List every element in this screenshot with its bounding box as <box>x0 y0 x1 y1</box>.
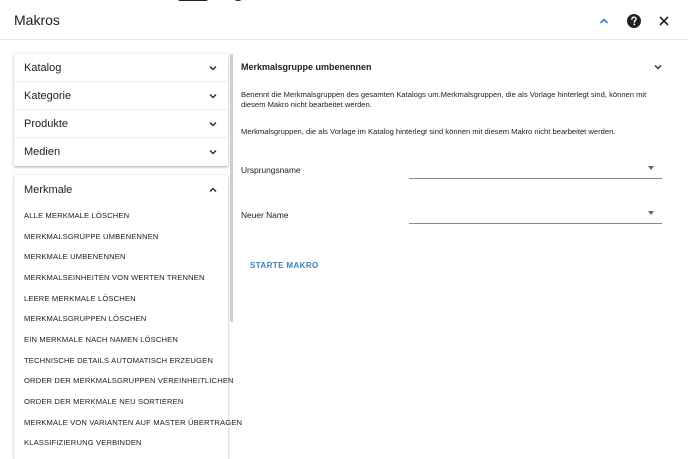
new-name-row <box>241 210 673 255</box>
macro-title: Merkmalsgruppe umbenennen <box>241 62 372 72</box>
accordion-label: Medien <box>24 146 61 158</box>
dialog-title: Makros <box>14 12 60 28</box>
help-icon <box>626 13 642 29</box>
origin-name-label: Ursprungsname <box>241 165 301 175</box>
macro-item[interactable]: TECHNISCHE DETAILS AUTOMATISCH ERZEUGEN <box>24 355 213 365</box>
chevron-up-icon <box>208 185 218 195</box>
chevron-up-icon <box>598 15 610 27</box>
macro-item[interactable]: ORDER DER MERKMALE NEU SORTIEREN <box>24 397 184 407</box>
macro-detail-header[interactable] <box>241 54 673 80</box>
macro-description: Benennt die Merkmalsgruppen des gesamten Katalogs um.Merkmalsgruppen, die als Vorlage hinterlegt sind, können mit diesem Makro nicht bearbeitet werden. <box>241 90 647 109</box>
macro-item[interactable]: KLASSIFIZIERUNG VERBINDEN <box>24 438 142 448</box>
chevron-down-icon <box>208 119 218 129</box>
collapse-button[interactable] <box>593 10 615 32</box>
macro-item[interactable]: ORDER DER MERKMALSGRUPPEN VEREINHEITLICHEN <box>24 376 234 386</box>
macro-item[interactable]: MERKMALE UMBENENNEN <box>24 252 126 262</box>
macro-item[interactable]: MERKMALSGRUPPEN LÖSCHEN <box>24 314 147 324</box>
macro-item[interactable]: ALLE MERKMALE LÖSCHEN <box>24 210 130 220</box>
close-button[interactable] <box>653 10 675 32</box>
macro-item[interactable]: MERKMALE VON VARIANTEN AUF MASTER ÜBERTRAGEN <box>24 417 243 427</box>
start-macro-button[interactable]: STARTE MAKRO <box>250 261 319 270</box>
new-name-select[interactable] <box>409 202 662 224</box>
accordion-merkmale[interactable] <box>14 175 228 205</box>
background-shape <box>232 0 244 1</box>
macro-list <box>14 205 243 453</box>
accordion-label: Produkte <box>24 117 69 130</box>
accordion-produkte[interactable] <box>14 110 228 138</box>
accordion-label: Kategorie <box>24 89 72 102</box>
dialog-header <box>0 4 688 40</box>
macro-item[interactable]: EIN MERKMALE NACH NAMEN LÖSCHEN <box>24 334 179 344</box>
accordion-label: Merkmale <box>24 184 73 196</box>
macro-item-selected[interactable]: MERKMALSGRUPPE UMBENENNEN <box>24 231 159 241</box>
accordion-katalog[interactable] <box>14 54 228 82</box>
dropdown-arrow-icon <box>648 166 654 170</box>
category-accordion <box>14 54 228 166</box>
accordion-kategorie[interactable] <box>14 82 228 110</box>
background-shape <box>178 0 208 1</box>
macro-note: Merkmalsgruppen, die als Vorlage im Katalog hinterlegt sind können mit diesem Makro nicht bearbeitet werden. <box>241 127 616 136</box>
sidebar-scrollbar[interactable] <box>230 54 233 322</box>
help-button[interactable] <box>623 10 645 32</box>
chevron-down-icon <box>208 63 218 73</box>
chevron-down-icon <box>208 147 218 157</box>
accordion-label: Katalog <box>24 61 62 74</box>
macro-categories-panel <box>14 54 243 459</box>
macro-detail-panel <box>241 54 673 273</box>
origin-name-select[interactable] <box>409 157 662 179</box>
merkmale-accordion <box>14 175 243 459</box>
macro-item[interactable]: MERKMALSEINHEITEN VON WERTEN TRENNEN <box>24 272 205 282</box>
accordion-medien[interactable] <box>14 138 228 166</box>
new-name-label: Neuer Name <box>241 210 289 220</box>
chevron-down-icon <box>208 91 218 101</box>
macro-item[interactable]: LEERE MERKMALE LÖSCHEN <box>24 293 136 303</box>
chevron-down-icon <box>653 62 663 72</box>
dropdown-arrow-icon <box>648 211 654 215</box>
close-icon <box>658 15 670 27</box>
